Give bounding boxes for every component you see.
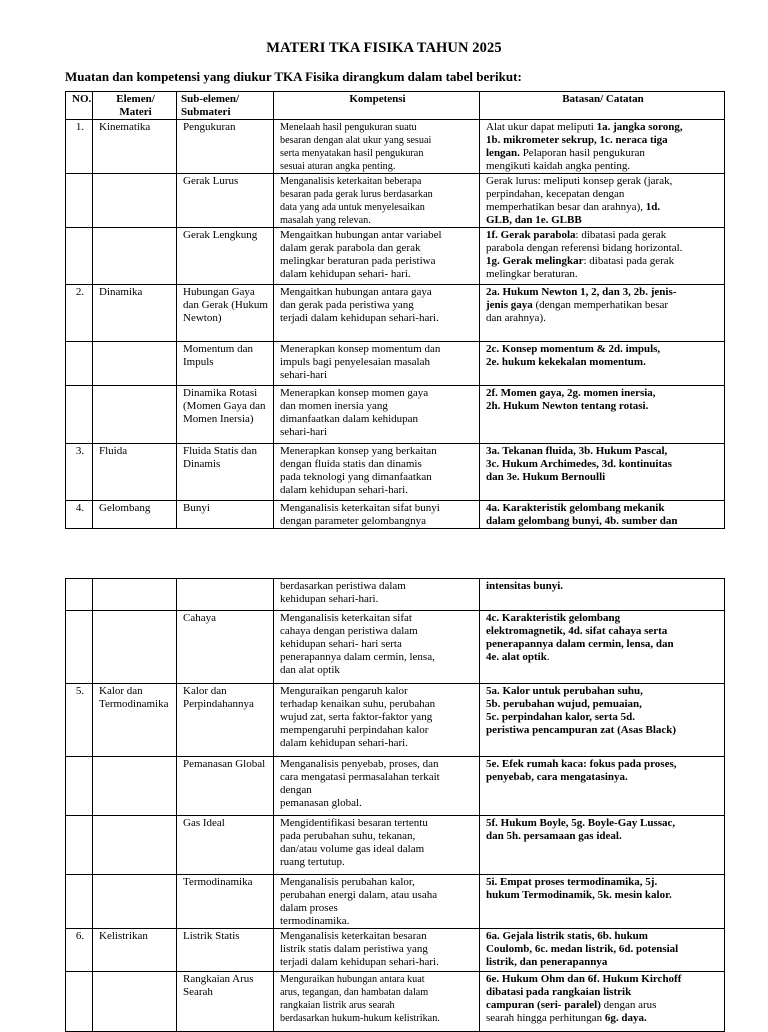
batasan-line [486, 973, 720, 986]
kompetensi-line: dalam proses [280, 902, 338, 914]
batasan-line [486, 201, 720, 214]
batasan-text: : dibatasi pada gerak [575, 229, 667, 241]
kompetensi-line: Mengaitkan hubungan antar variabel [280, 229, 442, 241]
batasan-text: melingkar beraturan. [486, 268, 578, 280]
batasan-line [486, 445, 720, 458]
batasan-text: dengan arus [600, 999, 657, 1011]
batasan-line [486, 134, 720, 147]
cell-sub-elemen: Hubungan Gaya dan Gerak (Hukum Newton) [177, 285, 274, 342]
batasan-line [486, 471, 720, 484]
batasan-text: : dibatasi pada gerak [583, 255, 675, 267]
cell-elemen [93, 228, 177, 285]
table-row [66, 174, 725, 228]
batasan-bold-text: 4a. Karakteristik gelombang mekanik [486, 502, 665, 514]
batasan-line [486, 651, 720, 664]
cell-kompetensi [274, 929, 480, 972]
kompetensi-line: dan gerak pada peristiwa yang [280, 299, 414, 311]
table-body-page-1 [66, 120, 725, 529]
kompetensi-line: dan momen inersia yang [280, 400, 388, 412]
batasan-line [486, 242, 720, 255]
batasan-line [486, 502, 720, 515]
kompetensi-line: dalam kehidupan sehari-hari. [280, 484, 408, 496]
batasan-text: mengikuti kaidah angka penting. [486, 160, 631, 172]
cell-no [66, 174, 93, 228]
batasan-line [486, 889, 720, 902]
table-row [66, 342, 725, 386]
cell-no [66, 228, 93, 285]
batasan-line [486, 214, 720, 227]
competency-table-page-1 [65, 91, 725, 529]
table-row [66, 285, 725, 342]
kompetensi-line: besaran pada gerak lurus berdasarkan [280, 189, 433, 200]
cell-batasan [480, 174, 725, 228]
cell-kompetensi [274, 972, 480, 1032]
cell-elemen [93, 579, 177, 611]
batasan-bold-text: 2e. hukum kekekalan momentum. [486, 356, 646, 368]
kompetensi-line: mempengaruhi perpindahan kalor [280, 724, 429, 736]
table-row [66, 444, 725, 501]
kompetensi-line: dengan [280, 784, 312, 796]
kompetensi-line: Menelaah hasil pengukuran suatu [280, 122, 417, 133]
cell-batasan [480, 875, 725, 929]
batasan-line [486, 771, 720, 784]
cell-elemen [93, 386, 177, 444]
kompetensi-line: Mengidentifikasi besaran tertentu [280, 817, 428, 829]
batasan-bold-text: campuran (seri- paralel) [486, 999, 601, 1011]
kompetensi-line: besaran dengan alat ukur yang sesuai [280, 135, 432, 146]
cell-sub-elemen: Dinamika Rotasi (Momen Gaya dan Momen Inersia) [177, 386, 274, 444]
batasan-line [486, 312, 720, 325]
batasan-bold-text: 4e. alat optik [486, 651, 547, 663]
cell-sub-elemen [177, 579, 274, 611]
batasan-text: parabola dengan referensi bidang horizontal. [486, 242, 683, 254]
document-title: MATERI TKA FISIKA TAHUN 2025 [266, 40, 502, 56]
table-row [66, 972, 725, 1032]
cell-elemen [93, 875, 177, 929]
batasan-bold-text: penerapannya dalam cermin, lensa, dan [486, 638, 674, 650]
cell-no [66, 757, 93, 816]
batasan-bold-text: 3a. Tekanan fluida, 3b. Hukum Pascal, [486, 445, 668, 457]
header-batasan: Batasan/ Catatan [480, 92, 725, 120]
kompetensi-line: cara mengatasi permasalahan terkait [280, 771, 440, 783]
cell-sub-elemen: Momentum dan Impuls [177, 342, 274, 386]
batasan-bold-text: GLB, dan 1e. GLBB [486, 214, 582, 226]
cell-no: 2. [66, 285, 93, 342]
batasan-bold-text: dan 5h. persamaan gas ideal. [486, 830, 622, 842]
cell-kompetensi [274, 579, 480, 611]
document-page-2 [0, 578, 768, 1024]
kompetensi-line: pada teknologi yang dimanfaatkan [280, 471, 432, 483]
batasan-bold-text: 1g. Gerak melingkar [486, 255, 584, 267]
batasan-bold-text: 2c. Konsep momentum & 2d. impuls, [486, 343, 661, 355]
batasan-bold-text: 5b. perubahan wujud, pemuaian, [486, 698, 642, 710]
cell-batasan [480, 386, 725, 444]
cell-no [66, 386, 93, 444]
batasan-bold-text: jenis gaya [486, 299, 533, 311]
table-row [66, 501, 725, 529]
cell-kompetensi [274, 501, 480, 529]
cell-kompetensi [274, 285, 480, 342]
kompetensi-line: arus, tegangan, dan hambatan dalam [280, 987, 429, 998]
kompetensi-line: terjadi dalam kehidupan sehari-hari. [280, 312, 439, 324]
batasan-bold-text: intensitas bunyi. [486, 580, 564, 592]
batasan-bold-text: 1a. jangka sorong, [596, 121, 683, 133]
cell-sub-elemen: Pengukuran [177, 120, 274, 174]
batasan-bold-text: elektromagnetik, 4d. sifat cahaya serta [486, 625, 668, 637]
batasan-text: Alat ukur dapat meliputi [486, 121, 597, 133]
batasan-line [486, 458, 720, 471]
batasan-line [486, 229, 720, 242]
kompetensi-line: Menganalisis perubahan kalor, [280, 876, 415, 888]
kompetensi-line: dalam kehidupan sehari-hari. [280, 737, 408, 749]
batasan-line [486, 147, 720, 160]
cell-no [66, 816, 93, 875]
batasan-bold-text: lengan. [486, 147, 520, 159]
cell-batasan [480, 579, 725, 611]
cell-kompetensi [274, 386, 480, 444]
kompetensi-line: berdasarkan hukum-hukum kelistrikan. [280, 1013, 440, 1024]
kompetensi-line: dalam gerak parabola dan gerak [280, 242, 421, 254]
kompetensi-line: cahaya dengan peristiwa dalam [280, 625, 418, 637]
batasan-line [486, 612, 720, 625]
batasan-line [486, 685, 720, 698]
kompetensi-line: penerapannya dalam cermin, lensa, [280, 651, 435, 663]
batasan-line [486, 943, 720, 956]
batasan-text: Gerak lurus: meliputi konsep gerak (jarak, [486, 175, 673, 187]
cell-batasan [480, 120, 725, 174]
cell-batasan [480, 816, 725, 875]
batasan-line [486, 876, 720, 889]
kompetensi-line: Menerapkan konsep momen gaya [280, 387, 429, 399]
kompetensi-line: sesuai aturan angka penting. [280, 161, 396, 172]
cell-batasan [480, 611, 725, 684]
cell-elemen [93, 342, 177, 386]
kompetensi-line: dengan fluida statis dan dinamis [280, 458, 422, 470]
batasan-bold-text: 5c. perpindahan kalor, serta 5d. [486, 711, 636, 723]
header-elemen: Elemen/ Materi [93, 92, 177, 120]
cell-elemen: Dinamika [93, 285, 177, 342]
kompetensi-line: pemanasan global. [280, 797, 362, 809]
kompetensi-line: wujud zat, serta faktor-faktor yang [280, 711, 433, 723]
batasan-text: . [546, 651, 550, 663]
batasan-line [486, 175, 720, 188]
batasan-line [486, 817, 720, 830]
kompetensi-line: Menganalisis keterkaitan beberapa [280, 176, 422, 187]
cell-no: 1. [66, 120, 93, 174]
kompetensi-line: listrik statis dalam peristiwa yang [280, 943, 428, 955]
table-row [66, 579, 725, 611]
cell-elemen: Kalor dan Termodinamika [93, 684, 177, 757]
kompetensi-line: Menguraikan pengaruh kalor [280, 685, 408, 697]
batasan-bold-text: dibatasi pada rangkaian listrik [486, 986, 632, 998]
batasan-line [486, 121, 720, 134]
table-row [66, 816, 725, 875]
batasan-line [486, 286, 720, 299]
batasan-line [486, 930, 720, 943]
cell-sub-elemen: Bunyi [177, 501, 274, 529]
kompetensi-line: Menganalisis keterkaitan besaran [280, 930, 427, 942]
kompetensi-line: Menganalisis penyebab, proses, dan [280, 758, 439, 770]
cell-kompetensi [274, 611, 480, 684]
kompetensi-line: pada perubahan suhu, tekanan, [280, 830, 416, 842]
batasan-line [486, 356, 720, 369]
cell-batasan [480, 501, 725, 529]
batasan-bold-text: 1d. [645, 201, 661, 213]
intro-paragraph: Muatan dan kompetensi yang diukur TKA Fisika dirangkum dalam tabel berikut: [65, 69, 522, 84]
cell-batasan [480, 757, 725, 816]
cell-sub-elemen: Termodinamika [177, 875, 274, 929]
cell-batasan [480, 444, 725, 501]
kompetensi-line: serta menyatakan hasil pengukuran [280, 148, 424, 159]
kompetensi-line: Menguraikan hubungan antara kuat [280, 974, 425, 985]
batasan-text: Pelaporan hasil pengukuran [519, 147, 645, 159]
batasan-line [486, 343, 720, 356]
cell-no [66, 342, 93, 386]
cell-no [66, 611, 93, 684]
table-header-row [66, 92, 725, 120]
kompetensi-line: dalam kehidupan sehari- hari. [280, 268, 411, 280]
cell-elemen: Fluida [93, 444, 177, 501]
batasan-text: searah hingga perhitungan [486, 1012, 605, 1024]
kompetensi-line: rangkaian listrik arus searah [280, 1000, 395, 1011]
batasan-line [486, 160, 720, 173]
kompetensi-line: dengan parameter gelombangnya [280, 515, 426, 527]
batasan-line [486, 625, 720, 638]
cell-sub-elemen: Fluida Statis dan Dinamis [177, 444, 274, 501]
header-sub-elemen: Sub-elemen/ Submateri [177, 92, 274, 120]
batasan-text: perpindahan, kecepatan dengan [486, 188, 625, 200]
batasan-bold-text: 1b. mikrometer sekrup, 1c. neraca tiga [486, 134, 668, 146]
kompetensi-line: Mengaitkan hubungan antara gaya [280, 286, 432, 298]
batasan-bold-text: Coulomb, 6c. medan listrik, 6d. potensial [486, 943, 679, 955]
batasan-text: (dengan memperhatikan besar [532, 299, 669, 311]
cell-no: 4. [66, 501, 93, 529]
cell-batasan [480, 684, 725, 757]
cell-kompetensi [274, 816, 480, 875]
cell-kompetensi [274, 228, 480, 285]
batasan-bold-text: 2a. Hukum Newton 1, 2, dan 3, 2b. jenis- [486, 286, 677, 298]
cell-kompetensi [274, 174, 480, 228]
kompetensi-line: impuls bagi penyelesaian masalah [280, 356, 430, 368]
kompetensi-line: data yang ada untuk menyelesaikan [280, 202, 425, 213]
batasan-line [486, 830, 720, 843]
cell-batasan [480, 342, 725, 386]
batasan-line [486, 986, 720, 999]
batasan-line [486, 724, 720, 737]
batasan-bold-text: listrik, dan penerapannya [486, 956, 608, 968]
batasan-bold-text: peristiwa pencampuran zat (Asas Black) [486, 724, 677, 736]
table-row [66, 929, 725, 972]
batasan-bold-text: hukum Termodinamik, 5k. mesin kalor. [486, 889, 672, 901]
batasan-bold-text: dalam gelombang bunyi, 4b. sumber dan [486, 515, 678, 527]
kompetensi-line: ruang tertutup. [280, 856, 345, 868]
kompetensi-line: berdasarkan peristiwa dalam [280, 580, 406, 592]
kompetensi-line: dan alat optik [280, 664, 340, 676]
cell-batasan [480, 285, 725, 342]
kompetensi-line: masalah yang relevan. [280, 215, 371, 226]
header-kompetensi: Kompetensi [274, 92, 480, 120]
cell-elemen [93, 816, 177, 875]
kompetensi-line: terjadi dalam kehidupan sehari-hari. [280, 956, 439, 968]
batasan-bold-text: 5i. Empat proses termodinamika, 5j. [486, 876, 658, 888]
cell-kompetensi [274, 120, 480, 174]
batasan-bold-text: penyebab, cara mengatasinya. [486, 771, 628, 783]
kompetensi-line: Menerapkan konsep momentum dan [280, 343, 441, 355]
kompetensi-line: sehari-hari [280, 369, 328, 381]
kompetensi-line: melingkar beraturan pada peristiwa [280, 255, 436, 267]
cell-sub-elemen: Listrik Statis [177, 929, 274, 972]
batasan-bold-text: dan 3e. Hukum Bernoulli [486, 471, 606, 483]
kompetensi-line: kehidupan sehari- hari serta [280, 638, 402, 650]
table-row [66, 386, 725, 444]
batasan-bold-text: 5a. Kalor untuk perubahan suhu, [486, 685, 643, 697]
cell-no: 3. [66, 444, 93, 501]
cell-elemen [93, 611, 177, 684]
table-row [66, 757, 725, 816]
cell-kompetensi [274, 444, 480, 501]
batasan-bold-text: 5e. Efek rumah kaca: fokus pada proses, [486, 758, 677, 770]
batasan-bold-text: 6g. daya. [604, 1012, 647, 1024]
batasan-text: memperhatikan besar dan arahnya), [486, 201, 646, 213]
kompetensi-line: dan/atau volume gas ideal dalam [280, 843, 425, 855]
batasan-bold-text: 2h. Hukum Newton tentang rotasi. [486, 400, 649, 412]
batasan-line [486, 1012, 720, 1025]
competency-table-page-2 [65, 578, 725, 1032]
batasan-line [486, 711, 720, 724]
table-body-page-2 [66, 579, 725, 1032]
cell-elemen [93, 757, 177, 816]
batasan-line [486, 400, 720, 413]
kompetensi-line: Menerapkan konsep yang berkaitan [280, 445, 437, 457]
cell-kompetensi [274, 684, 480, 757]
batasan-line [486, 999, 720, 1012]
table-row [66, 875, 725, 929]
kompetensi-line: sehari-hari [280, 426, 328, 438]
header-no: NO. [66, 92, 93, 120]
kompetensi-line: dimanfaatkan dalam kehidupan [280, 413, 419, 425]
cell-elemen [93, 972, 177, 1032]
batasan-bold-text: 5f. Hukum Boyle, 5g. Boyle-Gay Lussac, [486, 817, 676, 829]
cell-sub-elemen: Kalor dan Perpindahannya [177, 684, 274, 757]
cell-no [66, 875, 93, 929]
batasan-line [486, 299, 720, 312]
batasan-line [486, 188, 720, 201]
kompetensi-line: kehidupan sehari-hari. [280, 593, 379, 605]
cell-no [66, 579, 93, 611]
batasan-text: dan arahnya). [486, 312, 546, 324]
batasan-line [486, 758, 720, 771]
cell-elemen: Gelombang [93, 501, 177, 529]
cell-no: 5. [66, 684, 93, 757]
batasan-line [486, 387, 720, 400]
cell-sub-elemen: Pemanasan Global [177, 757, 274, 816]
kompetensi-line: terhadap kenaikan suhu, perubahan [280, 698, 436, 710]
batasan-bold-text: 3c. Hukum Archimedes, 3d. kontinuitas [486, 458, 672, 470]
cell-kompetensi [274, 875, 480, 929]
kompetensi-line: Menganalisis keterkaitan sifat bunyi [280, 502, 440, 514]
batasan-line [486, 638, 720, 651]
batasan-bold-text: 1f. Gerak parabola [486, 229, 576, 241]
batasan-line [486, 698, 720, 711]
cell-elemen: Kelistrikan [93, 929, 177, 972]
table-row [66, 120, 725, 174]
cell-sub-elemen: Gas Ideal [177, 816, 274, 875]
cell-sub-elemen: Gerak Lurus [177, 174, 274, 228]
batasan-bold-text: 4c. Karakteristik gelombang [486, 612, 621, 624]
cell-kompetensi [274, 342, 480, 386]
batasan-bold-text: 6e. Hukum Ohm dan 6f. Hukum Kirchoff [486, 973, 682, 985]
cell-batasan [480, 929, 725, 972]
cell-sub-elemen: Rangkaian Arus Searah [177, 972, 274, 1032]
batasan-bold-text: 6a. Gejala listrik statis, 6b. hukum [486, 930, 648, 942]
kompetensi-line: Menganalisis keterkaitan sifat [280, 612, 412, 624]
table-row [66, 684, 725, 757]
table-row [66, 228, 725, 285]
batasan-line [486, 255, 720, 268]
batasan-line [486, 580, 720, 593]
cell-batasan [480, 228, 725, 285]
cell-no [66, 972, 93, 1032]
batasan-line [486, 515, 720, 528]
cell-sub-elemen: Cahaya [177, 611, 274, 684]
batasan-line [486, 268, 720, 281]
cell-elemen [93, 174, 177, 228]
batasan-line [486, 956, 720, 969]
cell-kompetensi [274, 757, 480, 816]
kompetensi-line: perubahan energi dalam, atau usaha [280, 889, 438, 901]
batasan-bold-text: 2f. Momen gaya, 2g. momen inersia, [486, 387, 656, 399]
cell-batasan [480, 972, 725, 1032]
cell-no: 6. [66, 929, 93, 972]
cell-sub-elemen: Gerak Lengkung [177, 228, 274, 285]
table-row [66, 611, 725, 684]
kompetensi-line: termodinamika. [280, 915, 350, 927]
cell-elemen: Kinematika [93, 120, 177, 174]
